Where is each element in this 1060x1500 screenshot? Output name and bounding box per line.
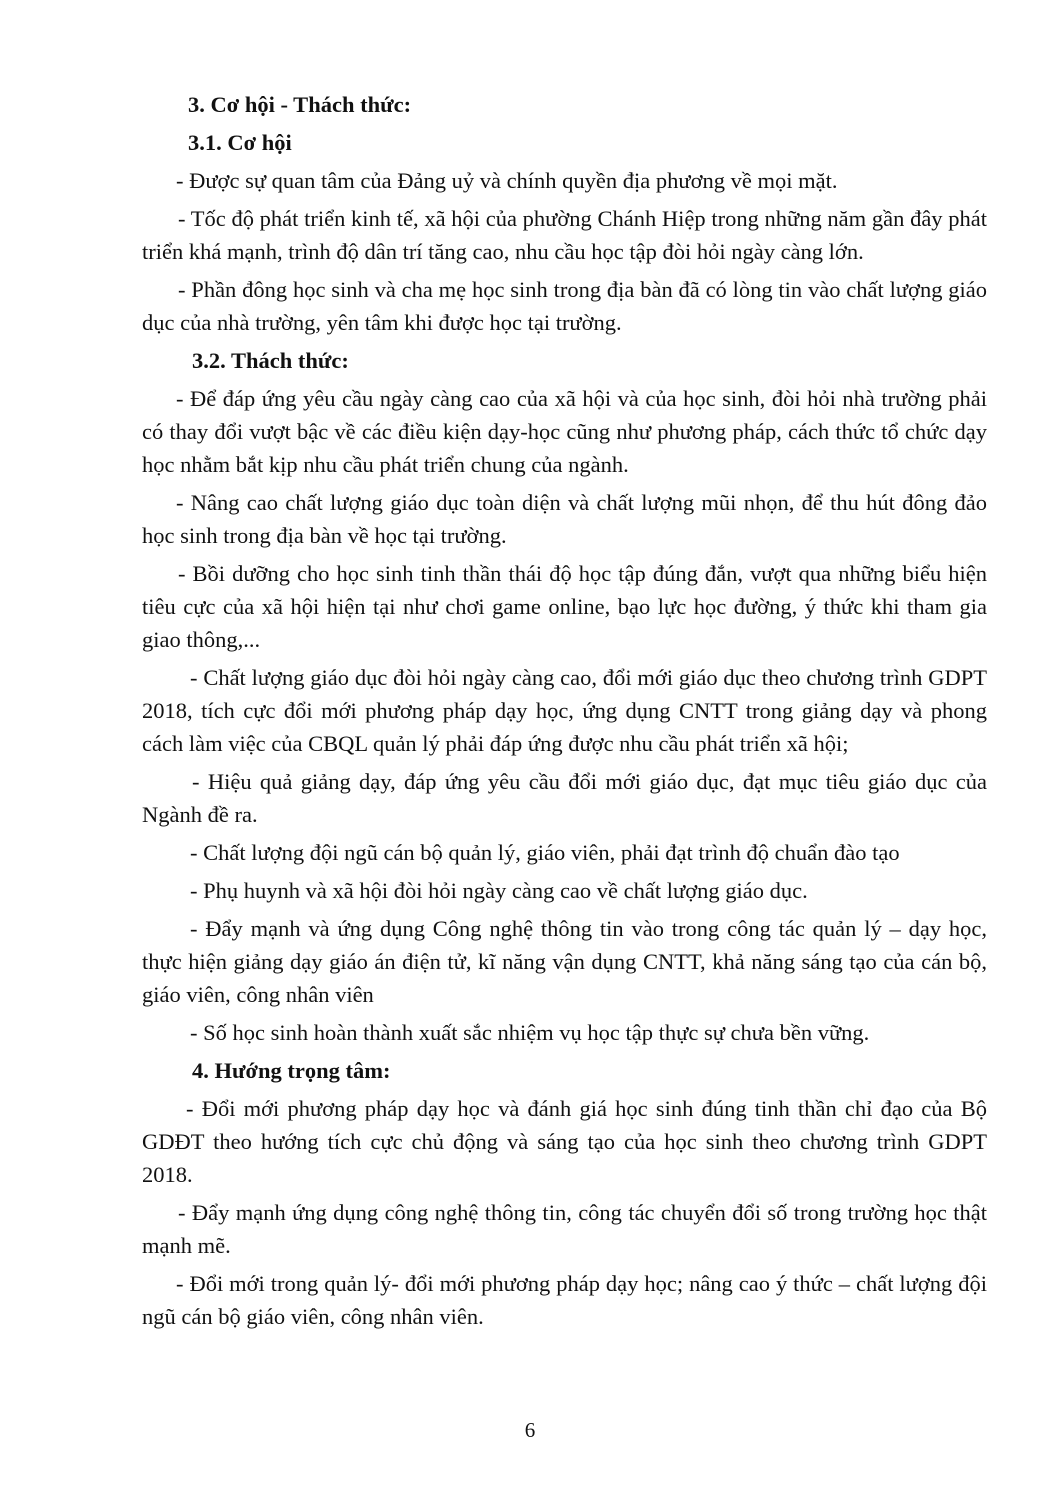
heading-section-3-2: 3.2. Thách thức: <box>192 348 349 373</box>
paragraph-challenge-6: - Chất lượng đội ngũ cán bộ quản lý, giáo viên, phải đạt trình độ chuẩn đào tạo <box>190 840 900 865</box>
paragraph-opportunity-2: - Tốc độ phát triển kinh tế, xã hội của phường Chánh Hiệp trong những năm gần đây phát triển khá mạnh, trình độ dân trí tăng cao, nhu cầu học tập đòi hỏi ngày càng lớn. <box>142 206 987 264</box>
paragraph-challenge-3: - Bồi dưỡng cho học sinh tinh thần thái độ học tập đúng đắn, vượt qua những biểu hiện tiêu cực của xã hội hiện tại như chơi game online, bạo lực học đường, ý thức khi tham gia giao thông,... <box>142 561 987 652</box>
paragraph-challenge-5: - Hiệu quả giảng dạy, đáp ứng yêu cầu đổi mới giáo dục, đạt mục tiêu giáo dục của Ngành đề ra. <box>142 769 987 827</box>
paragraph-opportunity-1: - Được sự quan tâm của Đảng uỷ và chính quyền địa phương về mọi mặt. <box>176 168 838 193</box>
paragraph-challenge-7: - Phụ huynh và xã hội đòi hỏi ngày càng cao về chất lượng giáo dục. <box>190 878 808 903</box>
paragraph-focus-3: - Đổi mới trong quản lý- đổi mới phương pháp dạy học; nâng cao ý thức – chất lượng đội ngũ cán bộ giáo viên, công nhân viên. <box>142 1271 987 1329</box>
paragraph-challenge-9: - Số học sinh hoàn thành xuất sắc nhiệm vụ học tập thực sự chưa bền vững. <box>190 1020 870 1045</box>
paragraph-challenge-2: - Nâng cao chất lượng giáo dục toàn diện và chất lượng mũi nhọn, để thu hút đông đảo học sinh trong địa bàn về học tại trường. <box>142 490 987 548</box>
heading-section-3-1: 3.1. Cơ hội <box>188 130 292 155</box>
paragraph-focus-2: - Đẩy mạnh ứng dụng công nghệ thông tin, công tác chuyển đổi số trong trường học thật mạnh mẽ. <box>142 1200 987 1258</box>
paragraph-focus-1: - Đổi mới phương pháp dạy học và đánh giá học sinh đúng tinh thần chỉ đạo của Bộ GDĐT theo hướng tích cực chủ động và sáng tạo của học sinh theo chương trình GDPT 2018. <box>142 1096 987 1187</box>
heading-section-3: 3. Cơ hội - Thách thức: <box>188 92 412 117</box>
heading-section-4: 4. Hướng trọng tâm: <box>192 1058 391 1083</box>
paragraph-challenge-1: - Để đáp ứng yêu cầu ngày càng cao của xã hội và của học sinh, đòi hỏi nhà trường phải có thay đổi vượt bậc về các điều kiện dạy-học cũng như phương pháp, cách thức tổ chức dạy học nhằm bắt kịp nhu cầu phát triển chung của ngành. <box>142 386 987 477</box>
paragraph-challenge-4: - Chất lượng giáo dục đòi hỏi ngày càng cao, đổi mới giáo dục theo chương trình GDPT 2018, tích cực đổi mới phương pháp dạy học, ứng dụng CNTT trong giảng dạy và phong cách làm việc của CBQL quản lý phải đáp ứng được nhu cầu phát triển xã hội; <box>142 665 987 756</box>
paragraph-opportunity-3: - Phần đông học sinh và cha mẹ học sinh trong địa bàn đã có lòng tin vào chất lượng giáo dục của nhà trường, yên tâm khi được học tại trường. <box>142 277 987 335</box>
page-number: 6 <box>524 1418 536 1442</box>
paragraph-challenge-8: - Đẩy mạnh và ứng dụng Công nghệ thông tin vào trong công tác quản lý – dạy học, thực hiện giảng dạy giáo án điện tử, kĩ năng vận dụng CNTT, khả năng sáng tạo của cán bộ, giáo viên, công nhân viên <box>142 916 987 1007</box>
page-content <box>142 88 987 1338</box>
